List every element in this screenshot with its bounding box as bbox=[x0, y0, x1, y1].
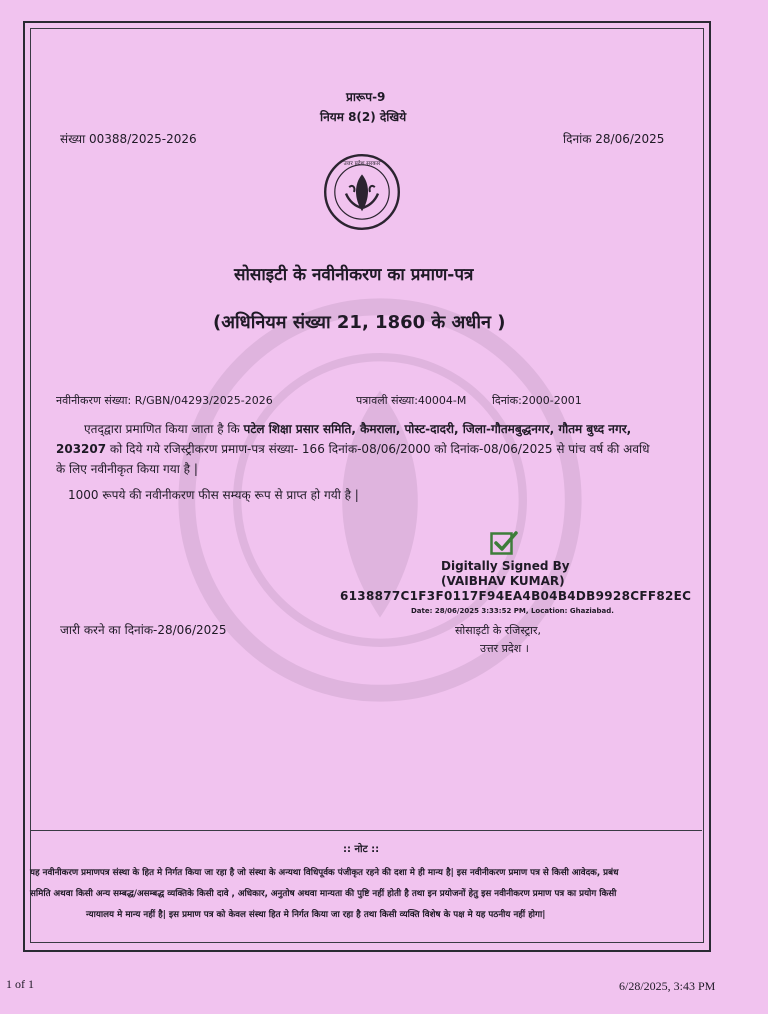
certificate-number: संख्या 00388/2025-2026 bbox=[60, 132, 197, 146]
note-line-3: न्यायालय मे मान्य नहीं है| इस प्रमाण पत्र को केवल संस्था हित मे निर्गत किया जा रहा है तथा किसी व्यक्ति विशेष के पक्ष मे यह पठनीय नहीं होगा| bbox=[86, 910, 546, 920]
digitally-signed-label: Digitally Signed By bbox=[441, 559, 570, 573]
act-subtitle: (अधिनियम संख्या 21, 1860 के अधीन ) bbox=[213, 312, 506, 333]
body-intro: एतद्‌द्वारा प्रमाणित किया जाता है कि bbox=[84, 422, 244, 436]
note-heading: :: नोट :: bbox=[343, 844, 380, 855]
register-date: दिनांक:2000-2001 bbox=[492, 394, 582, 407]
certificate-body bbox=[56, 419, 662, 479]
fee-statement: 1000 रूपये की नवीनीकरण फीस सम्यक्‌ रूप से प्राप्त हो गयी है | bbox=[68, 488, 359, 502]
registrar-title: सोसाइटी के रजिस्ट्रार, bbox=[455, 624, 541, 637]
rule-reference: नियम 8(2) देखिये bbox=[320, 110, 407, 124]
signature-date-location: Date: 28/06/2025 3:33:52 PM, Location: Ghaziabad. bbox=[411, 607, 614, 615]
registrar-state: उत्तर प्रदेश । bbox=[480, 642, 529, 655]
page-count: 1 of 1 bbox=[6, 977, 34, 991]
society-address: कैमराला, पोस्ट-दादरी, जिला-गौतमबुद्धनगर, गौतम बुध्द नगर, 203207 bbox=[56, 422, 632, 456]
note-line-2: समिति अथवा किसी अन्य सम्बद्ध/असम्बद्ध व्यक्तिके किसी दावे , अधिकार, अनुतोष अथवा मान्यता की पुष्टि नहीं होती है तथा इन प्रयोजनों हेतु इस नवीनीकरण प्रमाण पत्र का प्रयोग किसी bbox=[30, 889, 617, 899]
body-rest: को दिये गये रजिस्ट्रीकरण प्रमाण-पत्र संख्या- 166 दिनांक-08/06/2000 को दिनांक-08/06/2025 से पांच वर्ष की अवधि के लिए नवीनीकृत किया गया है | bbox=[56, 442, 650, 476]
register-number: पत्रावली संख्या:40004-M bbox=[356, 394, 467, 407]
note-divider bbox=[30, 830, 702, 831]
svg-text:उत्तर प्रदेश सरकार: उत्तर प्रदेश सरकार bbox=[343, 160, 381, 167]
print-timestamp: 6/28/2025, 3:43 PM bbox=[619, 979, 716, 993]
issue-date: जारी करने का दिनांक-28/06/2025 bbox=[60, 623, 227, 637]
signer-name: (VAIBHAV KUMAR) bbox=[441, 574, 565, 588]
note-line-1: यह नवीनीकरण प्रमाणपत्र संस्था के हित मे निर्गत किया जा रहा है जो संस्था के अन्यथा विधिपूर्वक पंजीकृत रहने की दशा मे ही मान्य है| इस नवीनीकरण प्रमाण पत्र से किसी आवेदक, प्रबंध bbox=[30, 868, 619, 878]
certificate-title: सोसाइटी के नवीनीकरण का प्रमाण-पत्र bbox=[234, 265, 474, 285]
form-number: प्रारूप-9 bbox=[346, 90, 386, 104]
certificate-date: दिनांक 28/06/2025 bbox=[563, 132, 665, 146]
signature-hash: 6138877C1F3F0117F94EA4B04B4DB9928CFF82EC bbox=[340, 589, 692, 603]
society-name: पटेल शिक्षा प्रसार समिति, bbox=[243, 422, 356, 436]
up-government-emblem bbox=[322, 152, 402, 232]
renewal-number: नवीनीकरण संख्या: R/GBN/04293/2025-2026 bbox=[56, 394, 273, 407]
signature-valid-check-icon bbox=[490, 530, 518, 556]
